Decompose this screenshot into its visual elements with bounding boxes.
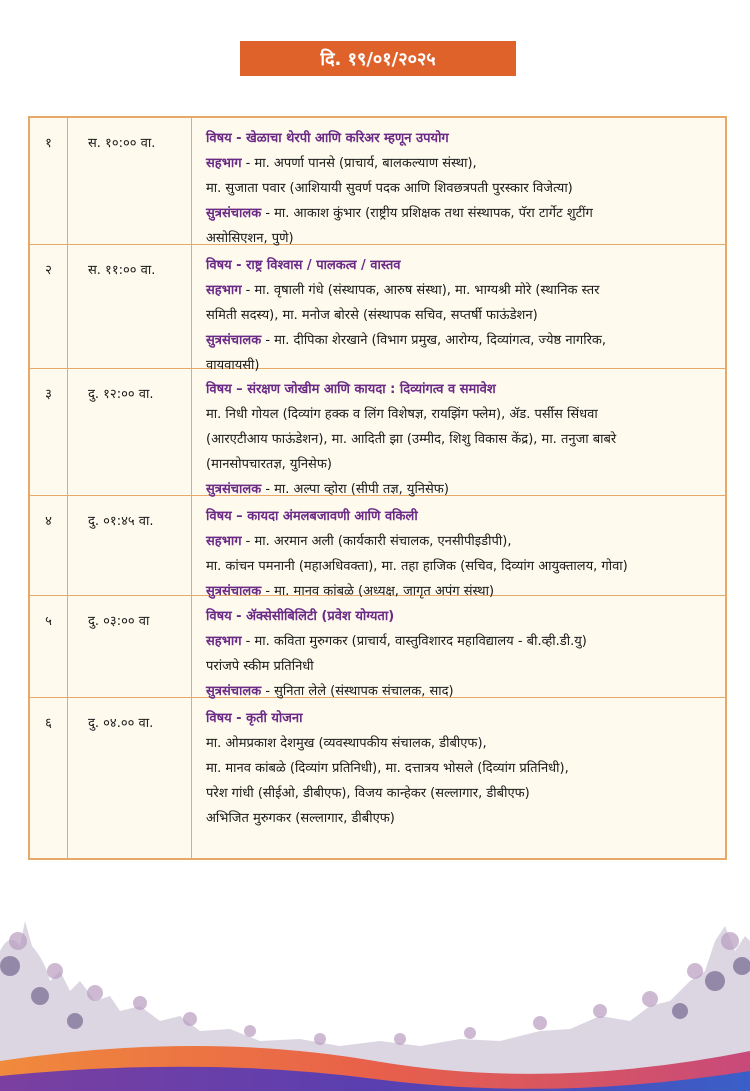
session-line <box>206 176 717 201</box>
line-text: - मा. दीपिका शेरखाने (विभाग प्रमुख, आरोग्य, दिव्यांगत्व, ज्येष्ठ नागरिक, <box>261 333 607 348</box>
line-text: - मा. अल्पा व्होरा (सीपी तज्ञ, युनिसेफ) <box>261 482 449 497</box>
line-text: मा. ओमप्रकाश देशमुख (व्यवस्थापकीय संचालक, डीबीएफ), <box>206 736 487 751</box>
session-line <box>206 806 717 831</box>
session-details <box>192 245 725 373</box>
role-label: सुत्रसंचालक <box>206 482 262 497</box>
session-subject: विषय - कृती योजना <box>206 711 303 726</box>
session-line <box>206 278 717 303</box>
row-number: ६ <box>30 698 68 858</box>
session-line <box>206 151 717 176</box>
row-number: २ <box>30 245 68 369</box>
line-text: - मा. आकाश कुंभार (राष्ट्रीय प्रशिक्षक तथा संस्थापक, पॅरा टार्गेट शुटींग <box>261 206 593 221</box>
line-text: - सुनिता लेले (संस्थापक संचालक, साद) <box>261 684 454 699</box>
schedule-table <box>28 116 727 860</box>
row-number: ३ <box>30 369 68 496</box>
session-line <box>206 201 717 226</box>
session-line <box>206 402 717 427</box>
crowd-illustration <box>0 911 750 1091</box>
session-line <box>206 427 717 452</box>
role-label: सहभाग <box>206 156 242 171</box>
line-text: - मा. मानव कांबळे (अध्यक्ष, जागृत अपंग संस्था) <box>261 584 495 599</box>
line-text: - मा. अपर्णा पानसे (प्राचार्य, बालकल्याण संस्था), <box>241 156 477 171</box>
line-text: समिती सदस्य), मा. मनोज बोरसे (संस्थापक सचिव, सप्तर्षी फाऊंडेशन) <box>206 308 538 323</box>
line-text: मा. मानव कांबळे (दिव्यांग प्रतिनिधी), मा. दत्तात्रय भोसले (दिव्यांग प्रतिनिधी), <box>206 761 569 776</box>
line-text: - मा. कविता मुरुगकर (प्राचार्य, वास्तुविशारद महाविद्यालय - बी.व्ही.डी.यु) <box>241 634 587 649</box>
line-text: मा. सुजाता पवार (आशियायी सुवर्ण पदक आणि शिवछत्रपती पुरस्कार विजेत्या) <box>206 181 573 196</box>
session-details <box>192 369 725 496</box>
line-text: - मा. अरमान अली (कार्यकारी संचालक, एनसीपीइडीपी), <box>241 534 512 549</box>
line-text: मा. कांचन पमनानी (महाअधिवक्ता), मा. तहा हाजिक (सचिव, दिव्यांग आयुक्तालय, गोवा) <box>206 559 628 574</box>
role-label: सहभाग <box>206 634 242 649</box>
row-number: ४ <box>30 496 68 596</box>
session-time: स. १०:०० वा. <box>68 118 192 245</box>
session-line <box>206 328 717 353</box>
session-subject: विषय - राष्ट्र विश्वास / पालकत्व / वास्तव <box>206 258 401 273</box>
session-subject: विषय – कायदा अंमलबजावणी आणि वकिली <box>206 509 418 524</box>
session-line <box>206 554 717 579</box>
session-line <box>206 781 717 806</box>
line-text: वायवायसी) <box>206 358 260 373</box>
session-line <box>206 756 717 781</box>
role-label: सुत्रसंचालक <box>206 584 262 599</box>
line-text: परांजपे स्कीम प्रतिनिधी <box>206 659 314 674</box>
role-label: सुत्रसंचालक <box>206 684 262 699</box>
role-label: सहभाग <box>206 534 242 549</box>
line-text: - मा. वृषाली गंधे (संस्थापक, आरुष संस्था), मा. भाग्यश्री मोरे (स्थानिक स्तर <box>241 283 600 298</box>
line-text: (मानसोपचारतज्ञ, युनिसेफ) <box>206 457 332 472</box>
line-text: मा. निधी गोयल (दिव्यांग हक्क व लिंग विशेषज्ञ, रायझिंग फ्लेम), ॲड. पर्सीस सिंधवा <box>206 407 598 422</box>
session-line <box>206 303 717 328</box>
line-text: (आरएटीआय फाऊंडेशन), मा. आदिती झा (उम्मीद, शिशु विकास केंद्र), मा. तनुजा बाबरे <box>206 432 617 447</box>
row-number: १ <box>30 118 68 245</box>
session-line <box>206 654 717 679</box>
line-text: परेश गांधी (सीईओ, डीबीएफ), विजय कान्हेकर (सल्लागार, डीबीएफ) <box>206 786 530 801</box>
session-subject: विषय - ॲक्सेसीबिलिटी (प्रवेश योग्यता) <box>206 609 395 624</box>
session-line <box>206 529 717 554</box>
session-line <box>206 452 717 477</box>
session-time: दु. ०४.०० वा. <box>68 698 192 858</box>
session-details <box>192 698 725 858</box>
role-label: सहभाग <box>206 283 242 298</box>
session-details <box>192 496 725 599</box>
session-subject: विषय – संरक्षण जोखीम आणि कायदा : दिव्यांगत्व व समावेश <box>206 382 496 397</box>
session-subject: विषय - खेळाचा थेरपी आणि करिअर म्हणून उपयोग <box>206 131 449 146</box>
session-line <box>206 629 717 654</box>
role-label: सुत्रसंचालक <box>206 333 262 348</box>
session-line <box>206 731 717 756</box>
session-time: दु. १२:०० वा. <box>68 369 192 496</box>
session-time: स. ११:०० वा. <box>68 245 192 369</box>
date-banner <box>240 41 516 76</box>
line-text: असोसिएशन, पुणे) <box>206 231 294 246</box>
role-label: सुत्रसंचालक <box>206 206 262 221</box>
line-text: अभिजित मुरुगकर (सल्लागार, डीबीएफ) <box>206 811 395 826</box>
session-details <box>192 118 725 245</box>
session-time: दु. ०३:०० वा <box>68 596 192 698</box>
session-time: दु. ०१:४५ वा. <box>68 496 192 596</box>
date-text: दि. १९/०१/२०२५ <box>320 48 436 70</box>
session-details <box>192 596 725 698</box>
row-number: ५ <box>30 596 68 698</box>
